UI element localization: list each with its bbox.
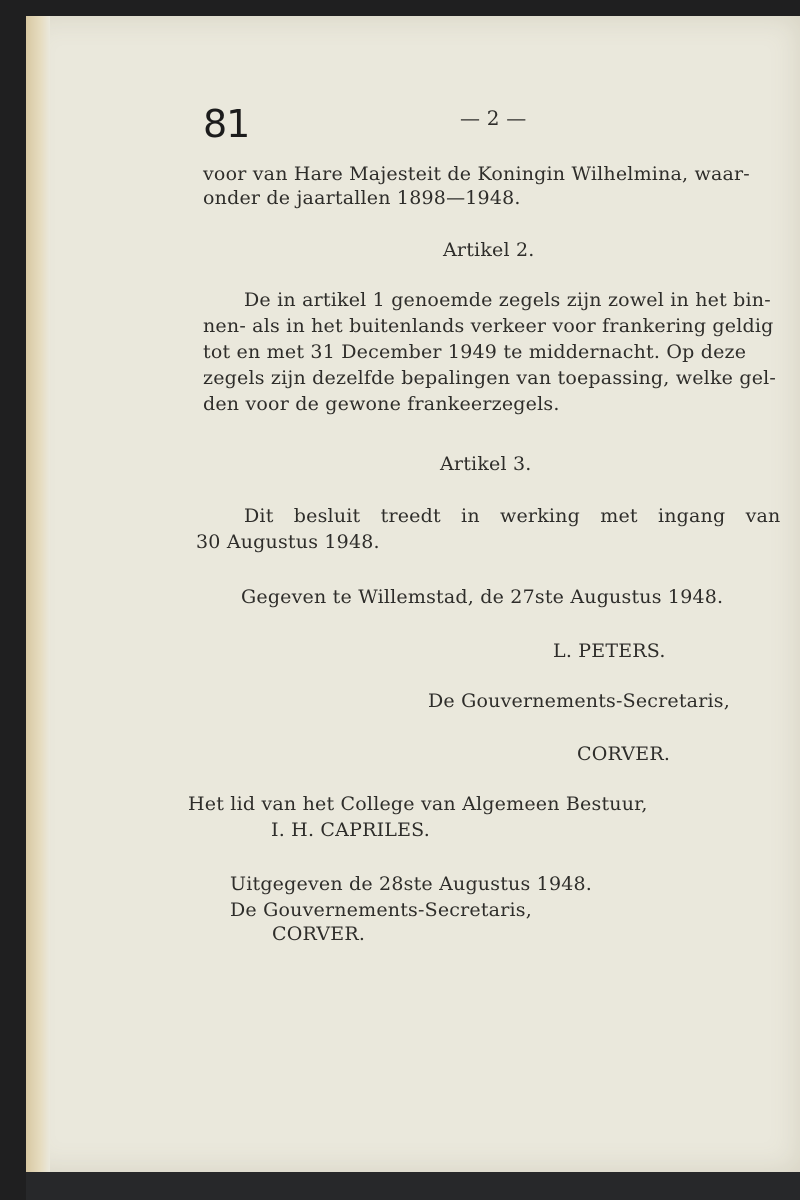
member-line: Het lid van het College van Algemeen Bestuur, — [188, 793, 648, 815]
article-2-line-2: nen- als in het buitenlands verkeer voor frankering geldig — [203, 315, 774, 337]
secretary-title: De Gouvernements-Secretaris, — [428, 690, 730, 712]
article-2-line-3: tot en met 31 December 1949 te middernacht. Op deze — [203, 341, 747, 363]
article-2-heading: Artikel 2. — [443, 239, 535, 261]
article-2-line-1: De in artikel 1 genoemde zegels zijn zowel in het bin- — [244, 289, 771, 311]
page-number: — 2 — — [460, 106, 527, 130]
published-name: CORVER. — [272, 923, 366, 945]
member-name: I. H. CAPRILES. — [271, 819, 430, 841]
signatory-corver: CORVER. — [577, 743, 671, 765]
intro-line-2: onder de jaartallen 1898—1948. — [203, 187, 521, 209]
article-2-line-4: zegels zijn dezelfde bepalingen van toepassing, welke gel- — [203, 367, 777, 389]
published-date: Uitgegeven de 28ste Augustus 1948. — [230, 873, 593, 895]
published-title: De Gouvernements-Secretaris, — [230, 899, 532, 921]
article-3-line-2: 30 Augustus 1948. — [196, 531, 380, 553]
scan-border — [26, 1172, 800, 1200]
article-3-line-1: Dit besluit treedt in werking met ingang van — [244, 505, 781, 527]
article-3-heading: Artikel 3. — [440, 453, 532, 475]
stamp-number: 81 — [203, 102, 250, 146]
page-edge — [26, 16, 50, 1172]
given-date: Gegeven te Willemstad, de 27ste Augustus 1948. — [241, 586, 724, 608]
intro-line-1: voor van Hare Majesteit de Koningin Wilhelmina, waar- — [203, 163, 750, 185]
article-2-line-5: den voor de gewone frankeerzegels. — [203, 393, 560, 415]
signatory-peters: L. PETERS. — [553, 640, 666, 662]
